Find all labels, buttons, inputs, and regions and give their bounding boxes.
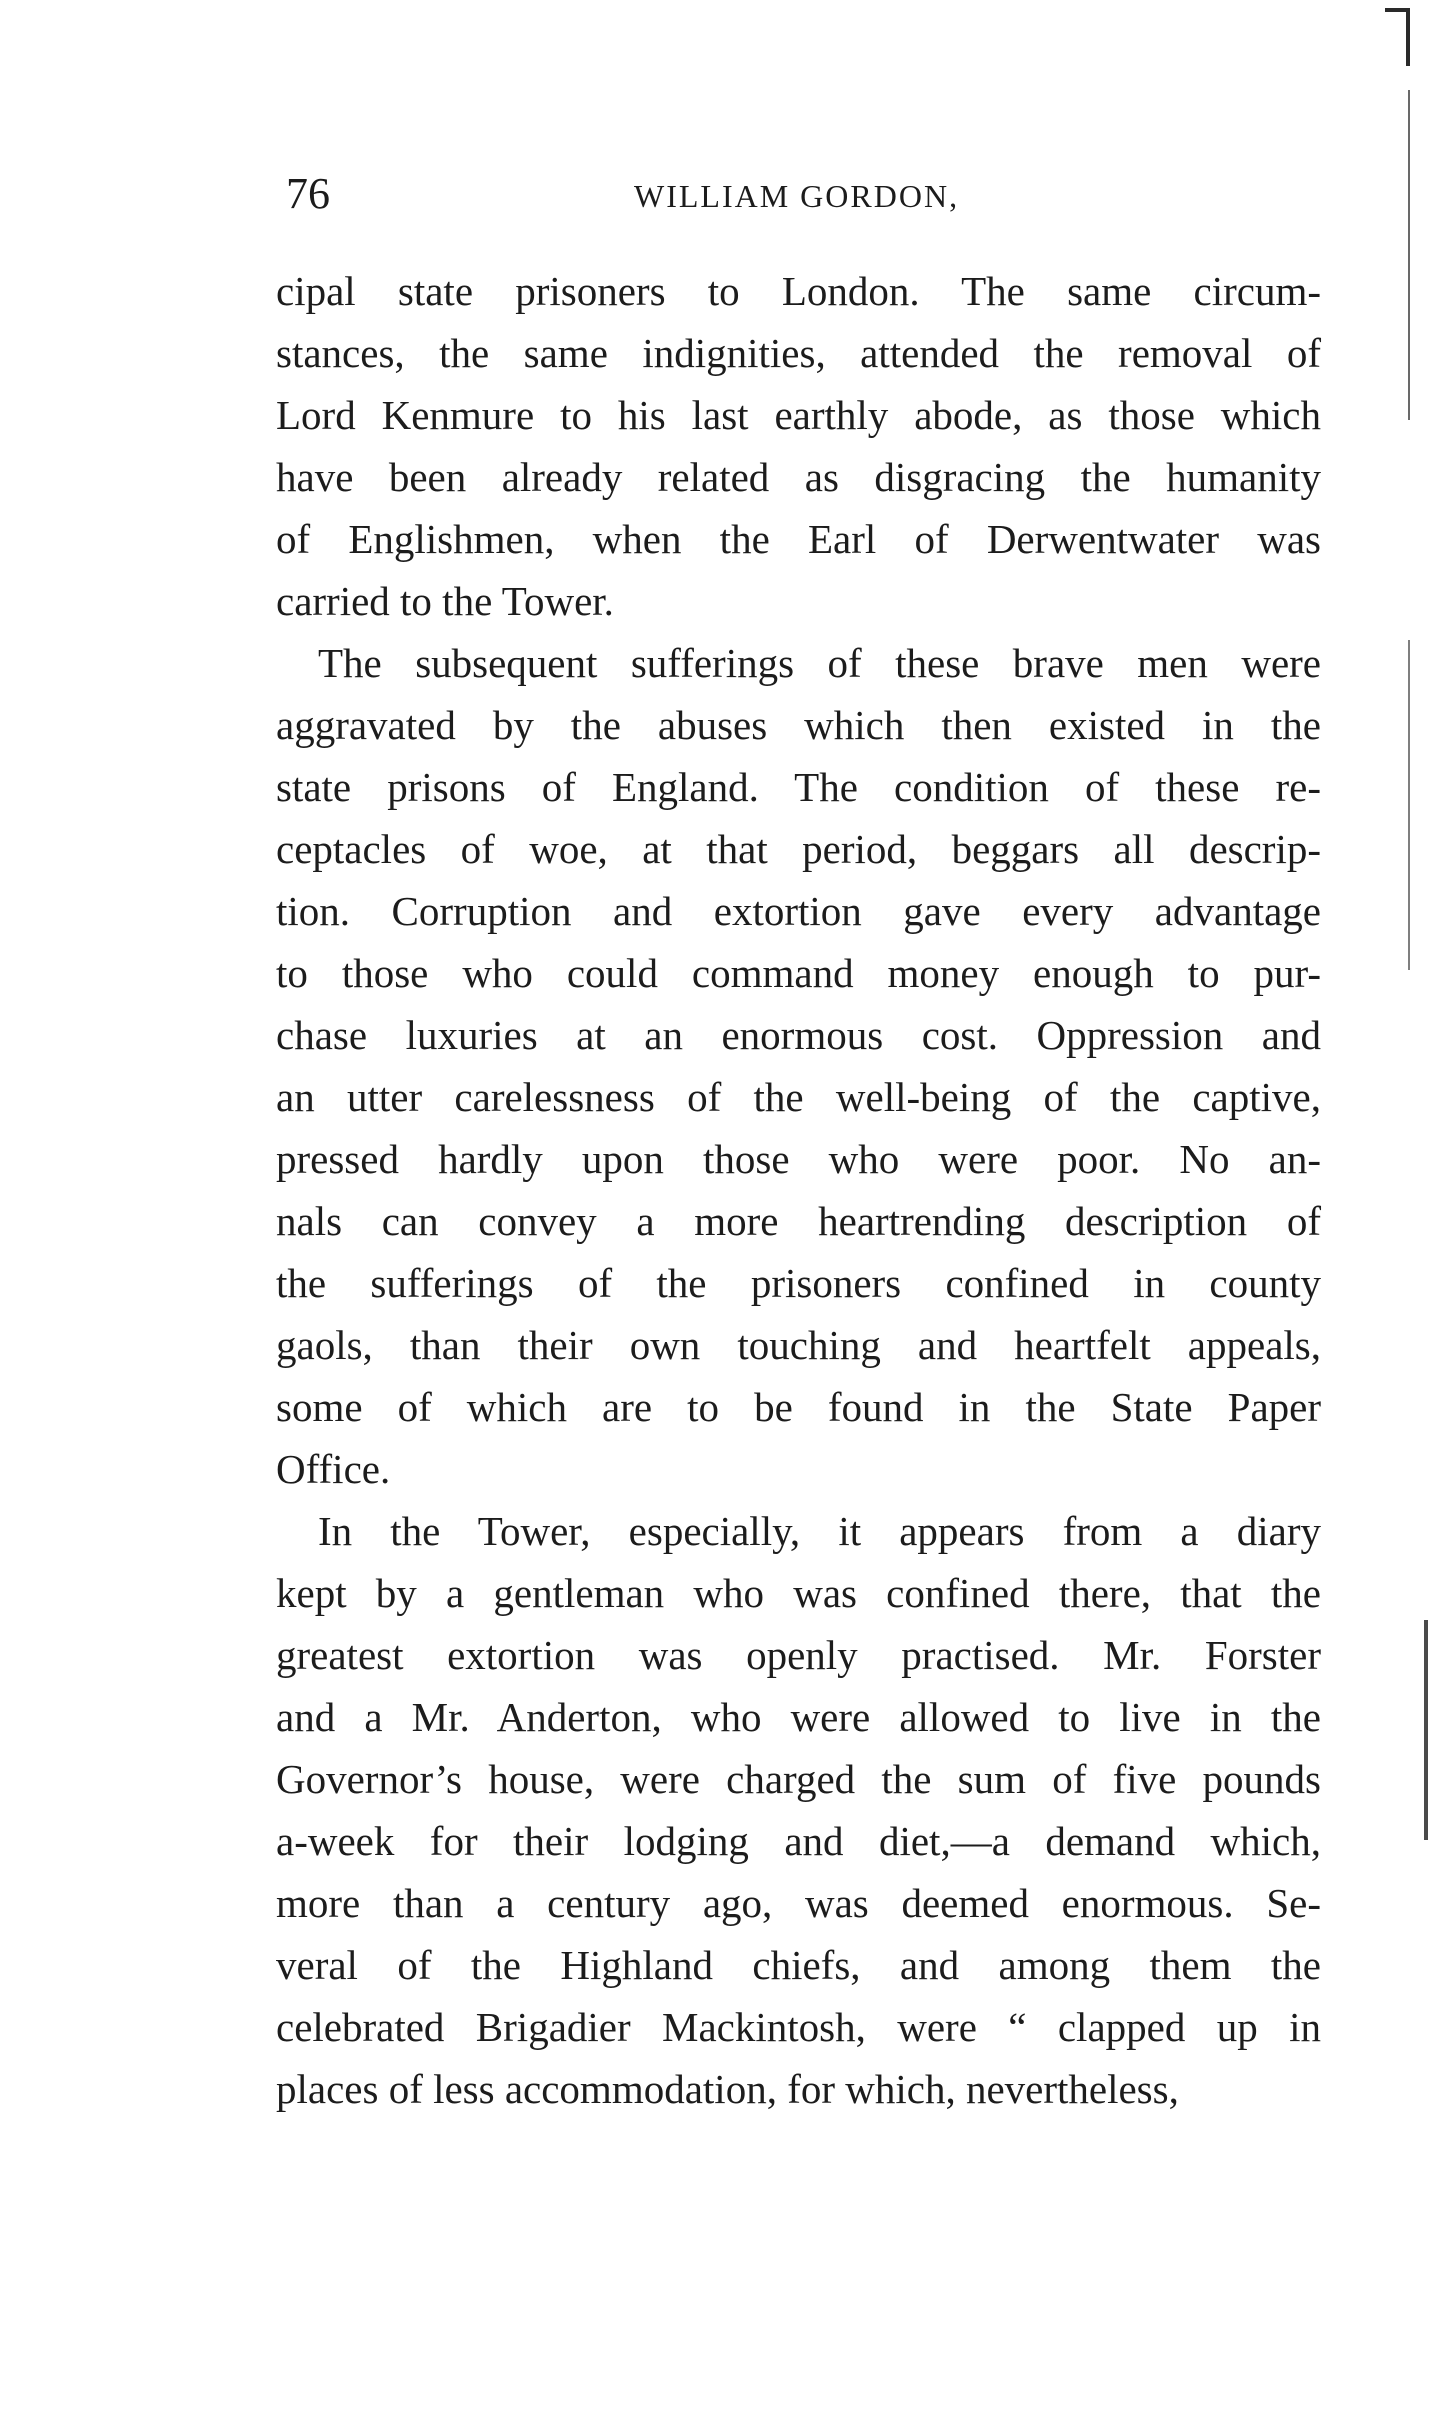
text-line: have been already related as disgracing the humanity [276,454,1321,500]
text-line: In the Tower, especially, it appears from a diary [318,1508,1321,1554]
text-line: Lord Kenmure to his last earthly abode, as those which [276,392,1321,438]
text-line: state prisons of England. The condition of these re- [276,764,1321,810]
text-line: gaols, than their own touching and heartfelt appeals, [276,1322,1321,1368]
binding-edge-mark [1385,8,1409,12]
text-line: more than a century ago, was deemed enormous. Se- [276,1880,1321,1926]
page-header [286,168,1321,228]
text-line: The subsequent sufferings of these brave men were [318,640,1321,686]
text-line: Office. [276,1446,391,1492]
text-line: to those who could command money enough to pur- [276,950,1321,996]
page-number: 76 [286,169,330,218]
text-line: celebrated Brigadier Mackintosh, were “ clapped up in [276,2004,1321,2050]
body-text [276,260,1321,2120]
text-line: the sufferings of the prisoners confined in county [276,1260,1321,1306]
paragraph [276,260,1321,632]
text-line: an utter carelessness of the well-being of the captive, [276,1074,1321,1120]
paragraph [276,632,1321,1500]
text-line: aggravated by the abuses which then existed in the [276,702,1321,748]
text-line: nals can convey a more heartrending description of [276,1198,1321,1244]
text-line: veral of the Highland chiefs, and among them the [276,1942,1321,1988]
binding-edge-mark [1424,1620,1428,1840]
text-line: of Englishmen, when the Earl of Derwentwater was [276,516,1321,562]
running-head: WILLIAM GORDON, [634,178,960,214]
text-line: a-week for their lodging and diet,—a demand which, [276,1818,1321,1864]
text-line: some of which are to be found in the State Paper [276,1384,1321,1430]
text-line: stances, the same indignities, attended the removal of [276,330,1321,376]
binding-edge-mark [1408,90,1410,420]
text-line: ceptacles of woe, at that period, beggars all descrip- [276,826,1321,872]
paragraph [276,1500,1321,2120]
binding-edge-mark [1408,640,1410,970]
text-line: Governor’s house, were charged the sum of five pounds [276,1756,1321,1802]
text-line: and a Mr. Anderton, who were allowed to live in the [276,1694,1321,1740]
text-line: greatest extortion was openly practised. Mr. Forster [276,1632,1321,1678]
text-line: cipal state prisoners to London. The same circum- [276,268,1321,314]
text-line: kept by a gentleman who was confined there, that the [276,1570,1321,1616]
text-line: pressed hardly upon those who were poor. No an- [276,1136,1321,1182]
text-line: places of less accommodation, for which, nevertheless, [276,2066,1179,2112]
binding-edge-mark [1406,8,1410,66]
text-line: tion. Corruption and extortion gave every advantage [276,888,1321,934]
text-line: carried to the Tower. [276,578,614,624]
text-line: chase luxuries at an enormous cost. Oppression and [276,1012,1321,1058]
